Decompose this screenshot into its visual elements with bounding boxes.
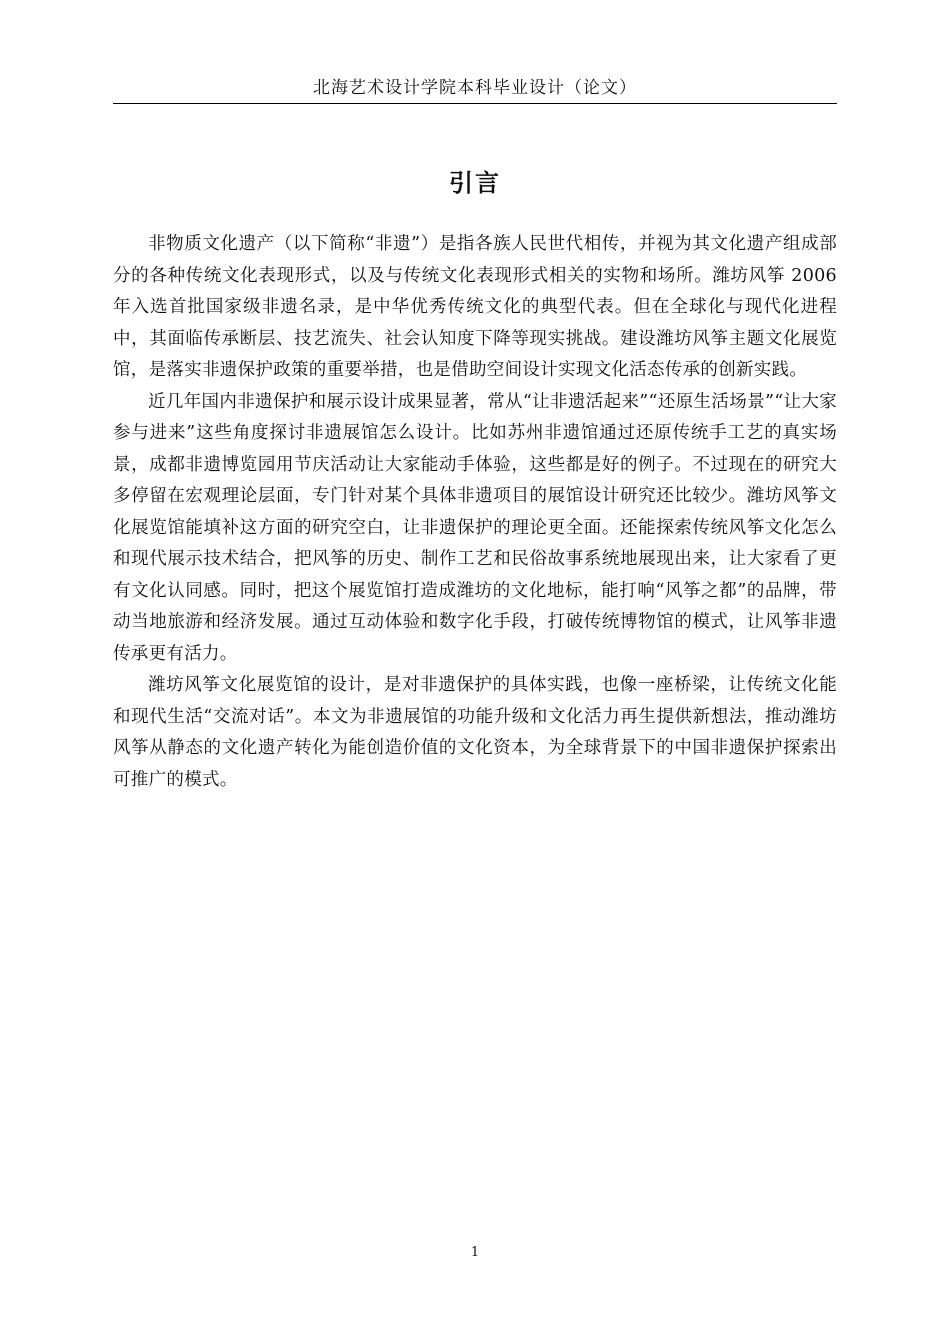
body-text — [113, 229, 837, 796]
header-rule — [113, 103, 837, 104]
paragraph-1: 非物质文化遗产（以下简称“非遗”）是指各族人民世代相传，并视为其文化遗产组成部分的各种传统文化表现形式，以及与传统文化表现形式相关的实物和场所。潍坊风筝 2006 年入选首批国家级非遗名录，是中华优秀传统文化的典型代表。但在全球化与现代化进程中，其面临传承断层、技艺流失、社会认知度下降等现实挑战。建设潍坊风筝主题文化展览馆，是落实非遗保护政策的重要举措，也是借助空间设计实现文化活态传承的创新实践。 — [113, 234, 837, 380]
page-number: 1 — [470, 1245, 480, 1260]
paragraph-2: 近几年国内非遗保护和展示设计成果显著，常从“让非遗活起来”“还原生活场景”“让大家参与进来”这些角度探讨非遗展馆怎么设计。比如苏州非遗馆通过还原传统手工艺的真实场景，成都非遗博览园用节庆活动让大家能动手体验，这些都是好的例子。不过现在的研究大多停留在宏观理论层面，专门针对某个具体非遗项目的展馆设计研究还比较少。潍坊风筝文化展览馆能填补这方面的研究空白，让非遗保护的理论更全面。还能探索传统风筝文化怎么和现代展示技术结合，把风筝的历史、制作工艺和民俗故事系统地展现出来，让大家看了更有文化认同感。同时，把这个展览馆打造成潍坊的文化地标，能打响“风筝之都”的品牌，带动当地旅游和经济发展。通过互动体验和数字化手段，打破传统博物馆的模式，让风筝非遗传承更有活力。 — [113, 391, 837, 664]
paragraph-3: 潍坊风筝文化展览馆的设计，是对非遗保护的具体实践，也像一座桥梁，让传统文化能和现代生活“交流对话”。本文为非遗展馆的功能升级和文化活力再生提供新想法，推动潍坊风筝从静态的文化遗产转化为能创造价值的文化资本，为全球背景下的中国非遗保护探索出可推广的模式。 — [113, 675, 837, 790]
section-title: 引言 — [449, 169, 501, 197]
running-header: 北海艺术设计学院本科毕业设计（论文） — [313, 78, 637, 98]
